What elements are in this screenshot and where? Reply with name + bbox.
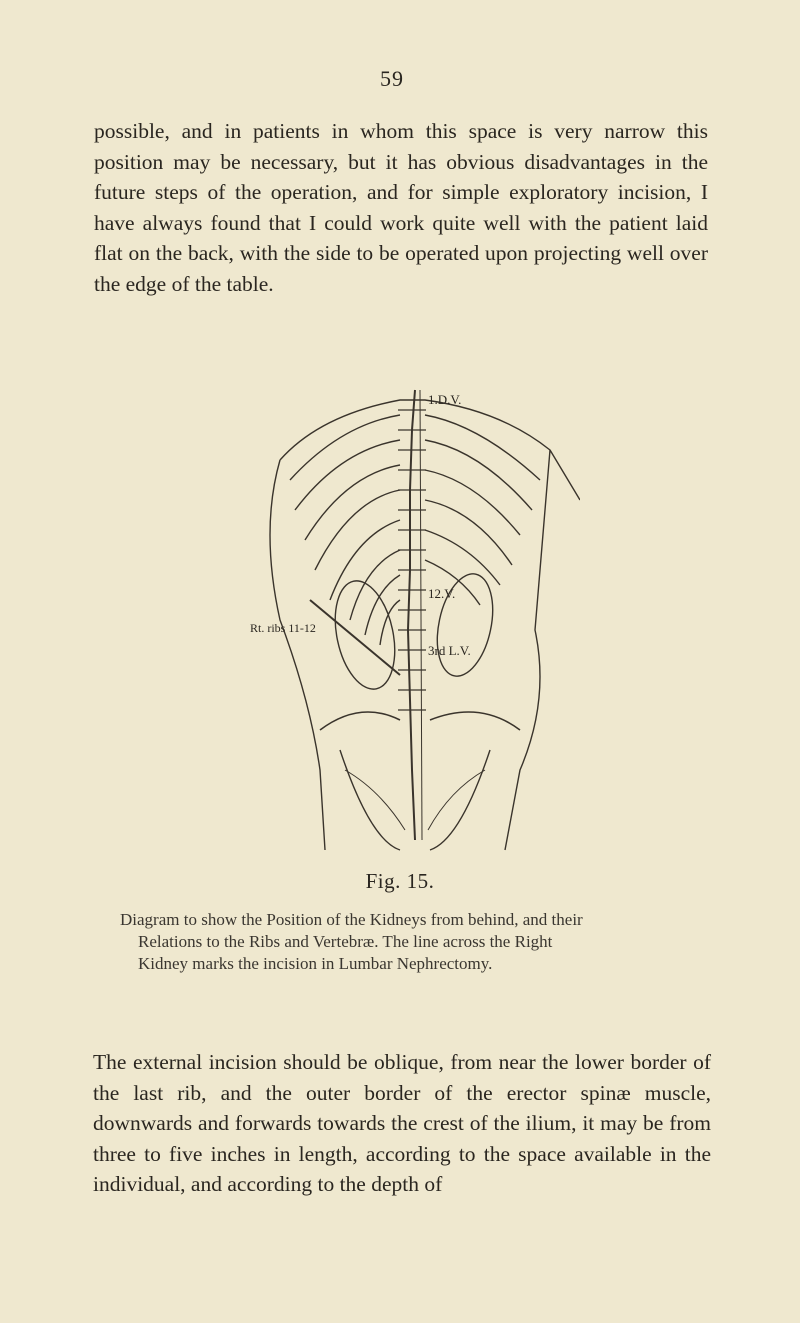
paragraph-bottom: The external incision should be oblique, from near the lower border of the last rib, and the outer border of the erector spinæ muscle, downwards and forwards towards the crest of the ilium, it may be from three to five inches in length, according to the space available in the individual, and according to the depth of [93, 1050, 711, 1197]
label-12v: 12.V. [428, 586, 456, 601]
caption-line: Diagram to show the Position of the Kidneys from behind, and their [120, 910, 583, 929]
spine [408, 390, 415, 840]
caption-line: Relations to the Ribs and Vertebræ. The line across the Right [138, 932, 553, 951]
torso-right-side [505, 450, 550, 850]
label-1dv: 1.D.V. [428, 392, 462, 407]
torso-outline [280, 400, 580, 500]
kidney-diagram [250, 370, 580, 870]
left-ribs [290, 415, 400, 645]
caption-line: Kidney marks the incision in Lumbar Nephrectomy. [138, 954, 493, 973]
paragraph-top: possible, and in patients in whom this space is very narrow this position may be necessary, but it has obvious disadvantages in the future steps of the operation, and for simple exploratory incision, I have always found that I could work quite well with the patient laid flat on the back, with the side to be operated upon projecting well over the edge of the table. [94, 119, 708, 296]
page-number: 59 [380, 66, 404, 91]
label-3lv: 3rd L.V. [428, 643, 471, 658]
figure-label: Fig. 15. [365, 869, 435, 893]
right-ribs [425, 415, 540, 605]
figure-caption [120, 909, 705, 975]
torso-left-side [270, 460, 325, 850]
pelvis [320, 712, 520, 730]
label-right-ribs: Rt. ribs 11-12 [250, 621, 316, 635]
